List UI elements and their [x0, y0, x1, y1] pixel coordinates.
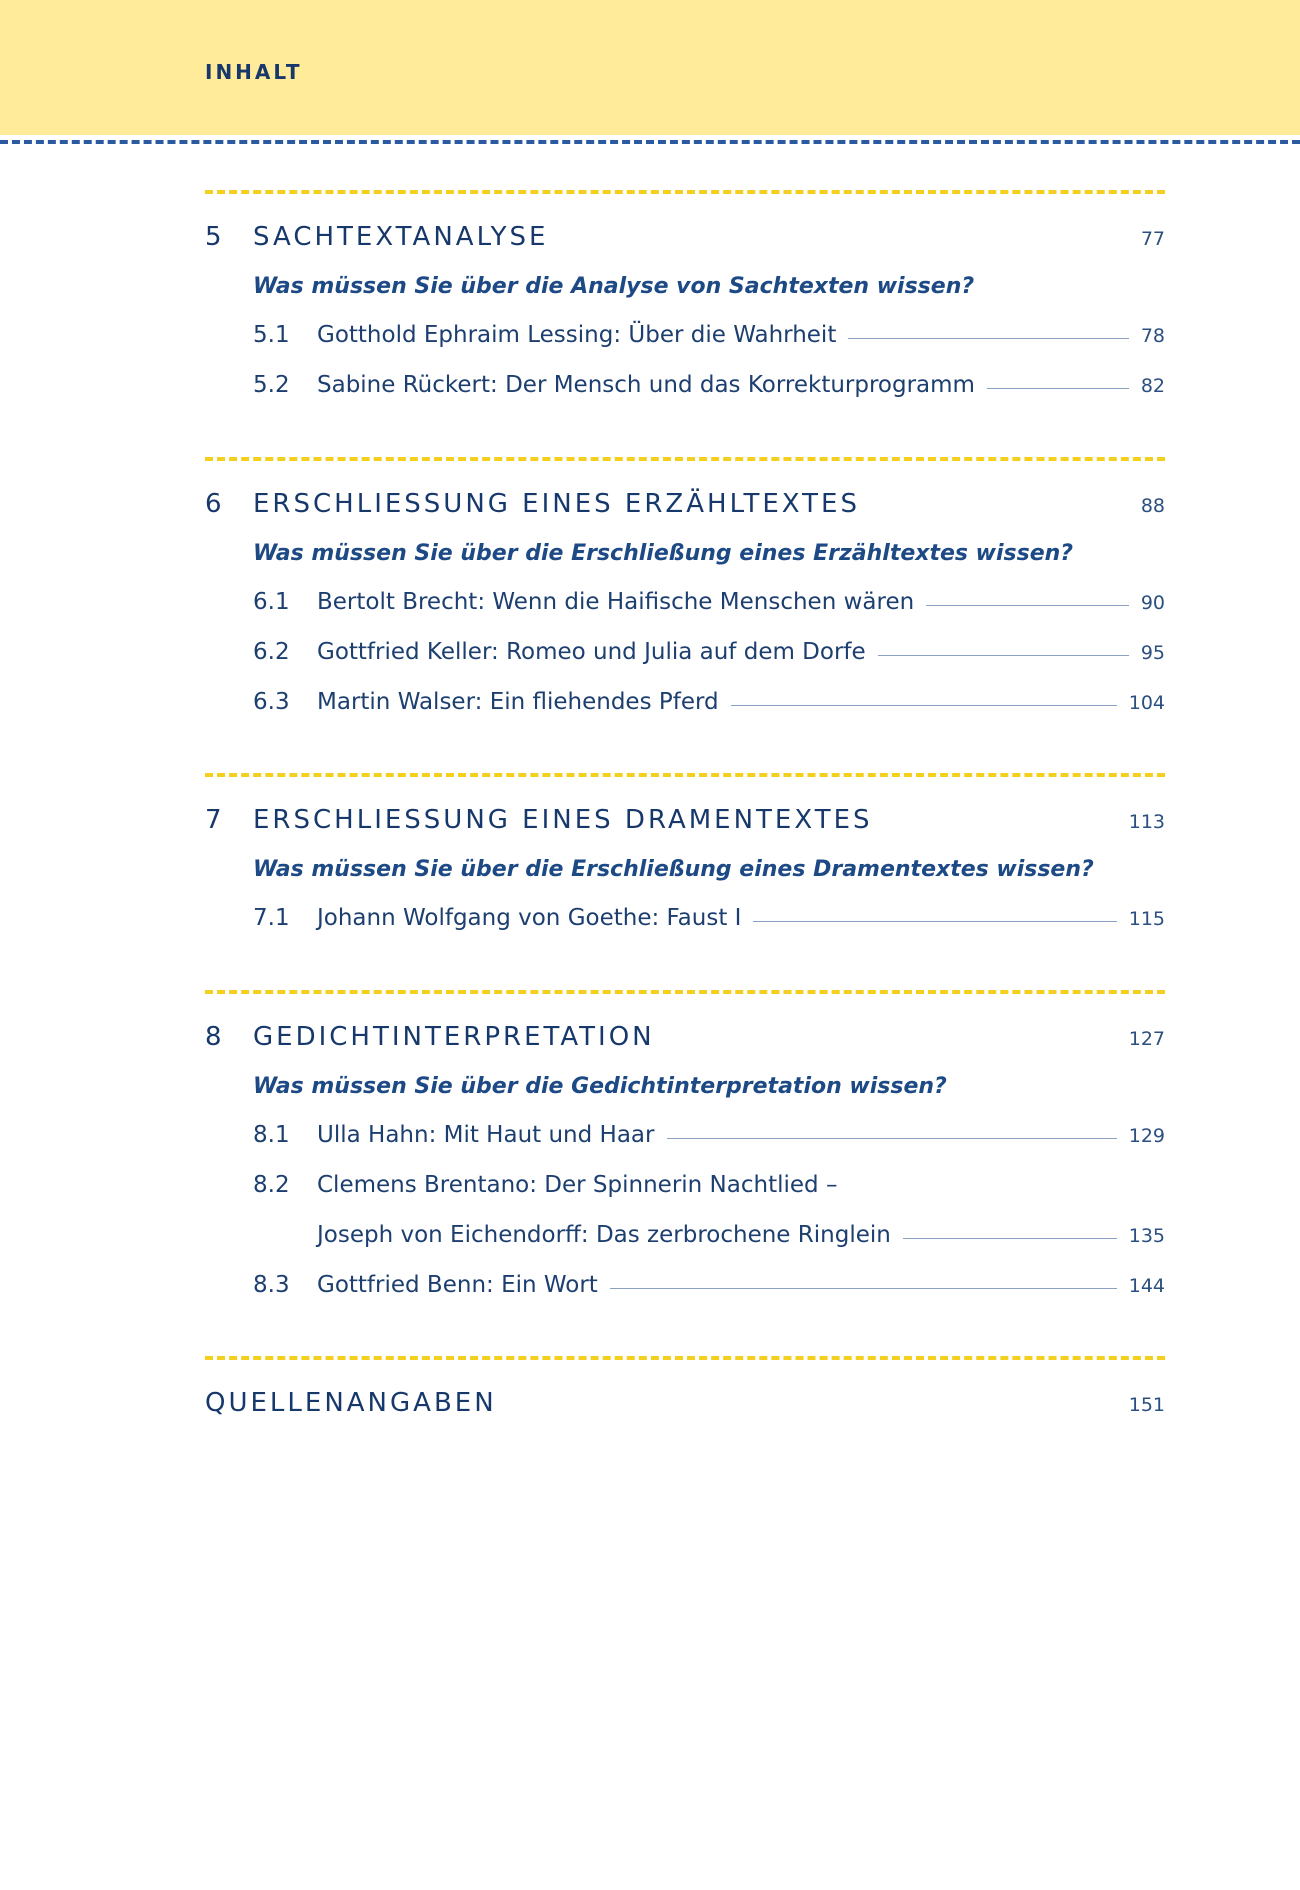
leader-line — [610, 1288, 1117, 1289]
header-divider — [0, 140, 1300, 144]
section-divider — [205, 773, 1165, 777]
leader-line — [926, 605, 1129, 606]
page-title: INHALT — [205, 60, 303, 84]
entry-number: 5.1 — [253, 322, 290, 348]
section-question[interactable]: Was müssen Sie über die Gedichtinterpretation wissen? — [253, 1074, 947, 1099]
entry-page: 78 — [1140, 325, 1165, 347]
leader-line — [903, 1238, 1117, 1239]
section-number: 6 — [205, 489, 222, 519]
toc-section-sources — [205, 1356, 1165, 1446]
entry-title: Bertolt Brecht: Wenn die Haifische Menschen wären — [317, 589, 915, 615]
section-divider — [205, 457, 1165, 461]
entry-number: 5.2 — [253, 372, 290, 398]
entry-page: 82 — [1140, 375, 1165, 397]
entry-number: 8.1 — [253, 1122, 290, 1148]
leader-line — [731, 705, 1117, 706]
sources-page: 151 — [1128, 1394, 1165, 1416]
toc-entry[interactable] — [253, 689, 1165, 723]
entry-page: 115 — [1128, 908, 1165, 930]
entry-page: 129 — [1128, 1125, 1165, 1147]
toc-entry[interactable] — [253, 322, 1165, 356]
toc-entry-continuation[interactable] — [317, 1222, 1165, 1248]
toc-entry[interactable] — [253, 1272, 1165, 1306]
section-question[interactable]: Was müssen Sie über die Erschließung eines Dramentextes wissen? — [253, 857, 1094, 882]
leader-line — [848, 338, 1128, 339]
entry-title: Sabine Rückert: Der Mensch und das Korrekturprogramm — [317, 372, 975, 398]
sources-title[interactable]: QUELLENANGABEN — [205, 1388, 497, 1418]
leader-line — [878, 655, 1129, 656]
entry-title: Clemens Brentano: Der Spinnerin Nachtlied – — [317, 1172, 838, 1198]
toc-entry[interactable] — [253, 589, 1165, 623]
section-divider — [205, 1356, 1165, 1360]
section-divider — [205, 190, 1165, 194]
entry-page: 135 — [1128, 1225, 1165, 1247]
section-divider — [205, 990, 1165, 994]
entry-title: Gottfried Keller: Romeo und Julia auf dem Dorfe — [317, 639, 866, 665]
entry-number: 7.1 — [253, 905, 290, 931]
entry-title-continuation: Joseph von Eichendorff: Das zerbrochene Ringlein — [317, 1222, 891, 1248]
entry-number: 8.3 — [253, 1272, 290, 1298]
toc-section-8 — [205, 990, 1165, 1320]
toc-entry[interactable] — [253, 1122, 1165, 1156]
section-title[interactable]: ERSCHLIESSUNG EINES DRAMENTEXTES — [253, 805, 873, 835]
section-question[interactable]: Was müssen Sie über die Analyse von Sachtexten wissen? — [253, 274, 975, 299]
entry-title: Johann Wolfgang von Goethe: Faust I — [317, 905, 742, 931]
entry-page: 95 — [1140, 642, 1165, 664]
entry-title: Gottfried Benn: Ein Wort — [317, 1272, 598, 1298]
toc-section-5 — [205, 190, 1165, 420]
entry-page: 90 — [1140, 592, 1165, 614]
section-question[interactable]: Was müssen Sie über die Erschließung eines Erzähltextes wissen? — [253, 541, 1074, 566]
toc-entry[interactable] — [253, 372, 1165, 406]
section-number: 8 — [205, 1022, 222, 1052]
leader-line — [987, 388, 1129, 389]
entry-title: Martin Walser: Ein fliehendes Pferd — [317, 689, 719, 715]
toc-entry[interactable] — [253, 639, 1165, 673]
section-title[interactable]: GEDICHTINTERPRETATION — [253, 1022, 655, 1052]
toc-section-6 — [205, 457, 1165, 737]
section-page: 88 — [1140, 495, 1165, 517]
section-number: 7 — [205, 805, 222, 835]
entry-title: Gotthold Ephraim Lessing: Über die Wahrheit — [317, 322, 837, 348]
toc-entry[interactable] — [253, 1172, 1165, 1206]
entry-number: 8.2 — [253, 1172, 290, 1198]
entry-number: 6.2 — [253, 639, 290, 665]
header-band — [0, 0, 1300, 135]
entry-number: 6.3 — [253, 689, 290, 715]
section-title[interactable]: ERSCHLIESSUNG EINES ERZÄHLTEXTES — [253, 489, 860, 519]
toc-entry[interactable] — [253, 905, 1165, 939]
entry-number: 6.1 — [253, 589, 290, 615]
section-number: 5 — [205, 222, 222, 252]
section-page: 127 — [1128, 1028, 1165, 1050]
entry-title: Ulla Hahn: Mit Haut und Haar — [317, 1122, 655, 1148]
section-title[interactable]: SACHTEXTANALYSE — [253, 222, 549, 252]
leader-line — [753, 921, 1116, 922]
entry-page: 144 — [1128, 1275, 1165, 1297]
leader-line — [667, 1138, 1117, 1139]
entry-page: 104 — [1128, 692, 1165, 714]
toc-section-7 — [205, 773, 1165, 953]
section-page: 113 — [1128, 811, 1165, 833]
section-page: 77 — [1140, 228, 1165, 250]
